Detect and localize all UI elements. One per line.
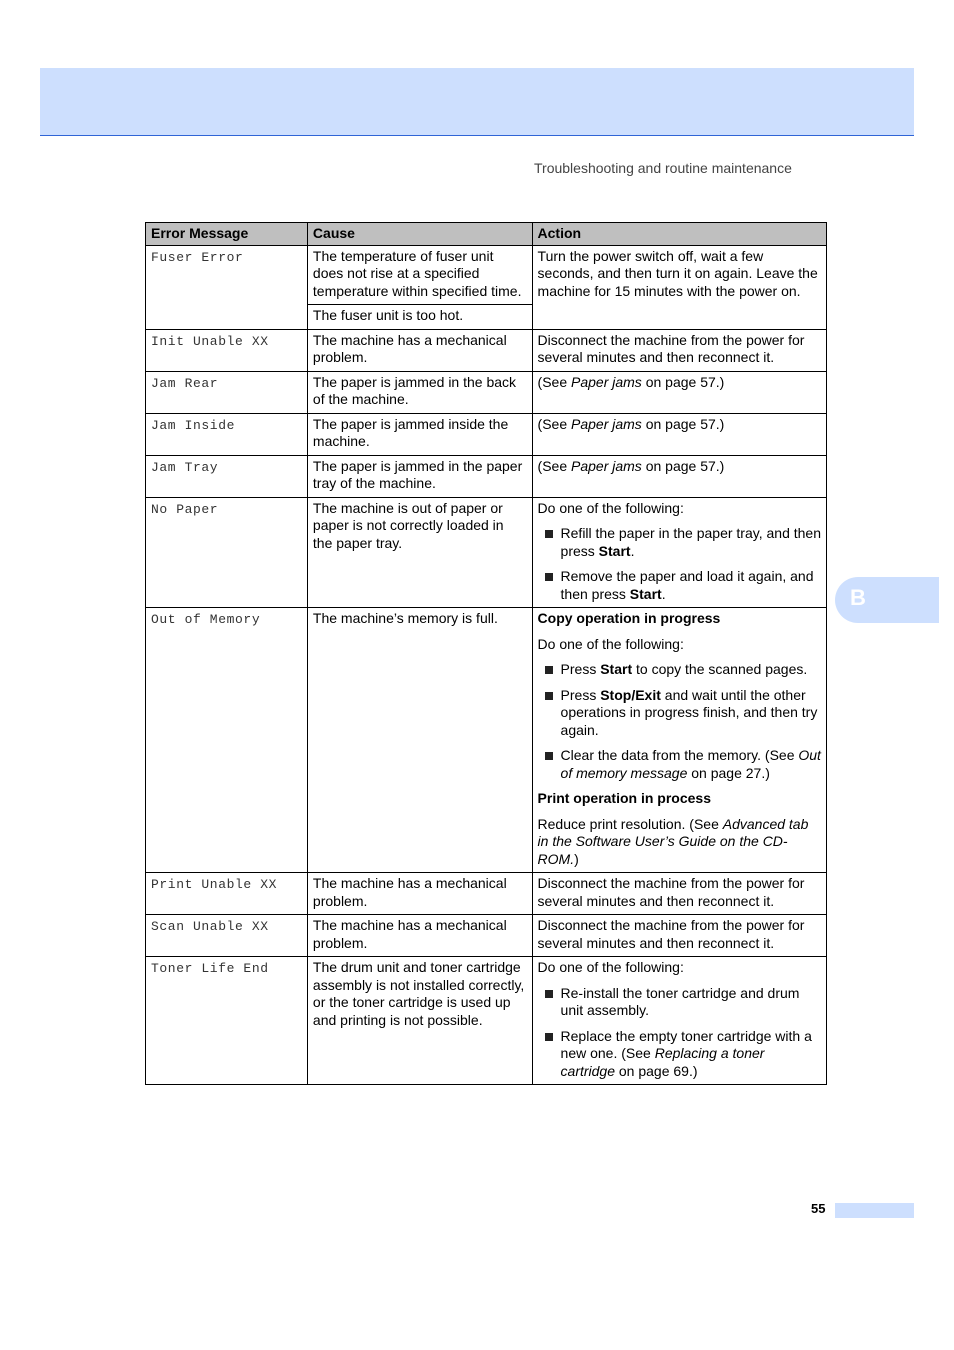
cross-reference-link[interactable]: Replacing a toner cartridge	[560, 1045, 765, 1079]
cause-cell: The paper is jammed in the paper tray of the machine.	[307, 455, 532, 497]
action-text: (See	[537, 415, 571, 432]
action-cell	[532, 957, 826, 1085]
error-message-cell	[146, 608, 308, 873]
error-code: Print Unable XX	[151, 877, 278, 892]
action-cell	[532, 413, 826, 455]
error-code: Scan Unable XX	[151, 919, 269, 934]
cross-reference-link[interactable]: Out of memory message	[560, 747, 821, 781]
action-cell: Disconnect the machine from the power for several minutes and then reconnect it.	[532, 915, 826, 957]
button-name: Stop/Exit	[600, 686, 661, 703]
action-intro: Do one of the following:	[537, 499, 684, 516]
print-action-text: Reduce print resolution. (See Advanced tab in the Software User’s Guide on the CD-ROM.)	[537, 815, 809, 867]
action-text: (See	[537, 457, 571, 474]
bullet-item: Remove the paper and load it again, and then press Start.	[538, 568, 821, 603]
bullet-item: Press Stop/Exit and wait until the other operations in progress finish, and then try again.	[538, 687, 821, 740]
error-code: Fuser Error	[151, 249, 244, 265]
action-text: on page 57.)	[641, 415, 725, 432]
cross-reference-link[interactable]: Paper jams	[571, 373, 642, 390]
cause-cell: The machine has a mechanical problem.	[307, 873, 532, 915]
action-text: (See	[537, 373, 571, 390]
error-message-cell	[146, 245, 308, 329]
error-message-table	[145, 222, 827, 1085]
square-bullet-icon	[545, 752, 553, 760]
button-name: Start	[598, 542, 631, 559]
page-number-bar	[835, 1203, 914, 1218]
print-operation-heading: Print operation in process	[537, 790, 712, 806]
cause-cell: The temperature of fuser unit does not rise at a specified temperature within specified time.	[307, 245, 532, 305]
square-bullet-icon	[545, 1033, 553, 1041]
bullet-item: Replace the empty toner cartridge with a new one. (See Replacing a toner cartridge on page 69.)	[538, 1028, 821, 1081]
action-cell	[532, 455, 826, 497]
button-name: Start	[629, 585, 662, 602]
square-bullet-icon	[545, 573, 553, 581]
bullet-item: Refill the paper in the paper tray, and then press Start.	[538, 525, 821, 560]
error-message-cell	[146, 329, 308, 371]
bullet-item: Clear the data from the memory. (See Out of memory message on page 27.)	[538, 747, 821, 782]
error-message-cell	[146, 497, 308, 608]
error-code: Out of Memory	[151, 612, 261, 627]
table-row	[146, 608, 827, 873]
square-bullet-icon	[545, 692, 553, 700]
action-cell: Turn the power switch off, wait a few seconds, and then turn it on again. Leave the machine for 15 minutes with the power on.	[532, 245, 826, 329]
cause-cell: The drum unit and toner cartridge assembly is not installed correctly, or the toner cartridge is used up and printing is not possible.	[307, 957, 532, 1085]
square-bullet-icon	[545, 530, 553, 538]
action-cell	[532, 608, 826, 873]
cause-cell: The machine’s memory is full.	[307, 608, 532, 873]
error-message-cell	[146, 413, 308, 455]
cause-cell: The paper is jammed in the back of the machine.	[307, 371, 532, 413]
action-cell	[532, 371, 826, 413]
action-cell	[532, 497, 826, 608]
square-bullet-icon	[545, 666, 553, 674]
error-code: Jam Tray	[151, 459, 219, 475]
action-intro: Do one of the following:	[537, 635, 684, 652]
cause-cell: The fuser unit is too hot.	[307, 305, 532, 330]
error-message-cell	[146, 455, 308, 497]
error-code: Toner Life End	[151, 961, 269, 976]
table-row	[146, 329, 827, 371]
table-row	[146, 957, 827, 1085]
error-message-cell	[146, 957, 308, 1085]
header-band	[40, 68, 914, 136]
page-number: 55	[811, 1201, 826, 1216]
action-cell: Disconnect the machine from the power for several minutes and then reconnect it.	[532, 329, 826, 371]
table-row	[146, 873, 827, 915]
error-code: Init Unable XX	[151, 333, 269, 349]
column-header-error-message: Error Message	[146, 223, 308, 246]
cause-cell: The paper is jammed inside the machine.	[307, 413, 532, 455]
bullet-item: Press Start to copy the scanned pages.	[538, 661, 821, 679]
table-row	[146, 915, 827, 957]
cause-cell: The machine has a mechanical problem.	[307, 329, 532, 371]
cause-cell: The machine has a mechanical problem.	[307, 915, 532, 957]
button-name: Start	[600, 661, 633, 677]
square-bullet-icon	[545, 990, 553, 998]
running-header: Troubleshooting and routine maintenance	[534, 160, 792, 176]
action-intro: Do one of the following:	[537, 959, 684, 975]
bullet-item: Re-install the toner cartridge and drum unit assembly.	[538, 985, 821, 1020]
error-message-cell	[146, 915, 308, 957]
error-code: No Paper	[151, 501, 219, 517]
error-code: Jam Rear	[151, 375, 219, 391]
table-row	[146, 371, 827, 413]
error-message-cell	[146, 371, 308, 413]
action-text: on page 57.)	[641, 457, 725, 474]
table-row	[146, 413, 827, 455]
copy-operation-heading: Copy operation in progress	[537, 610, 721, 626]
table-row	[146, 455, 827, 497]
action-cell: Disconnect the machine from the power for several minutes and then reconnect it.	[532, 873, 826, 915]
cross-reference-link[interactable]: Paper jams	[571, 415, 642, 432]
action-text: on page 57.)	[641, 373, 725, 390]
cause-cell: The machine is out of paper or paper is not correctly loaded in the paper tray.	[307, 497, 532, 608]
error-message-cell	[146, 873, 308, 915]
column-header-cause: Cause	[307, 223, 532, 246]
table-row	[146, 245, 827, 305]
table-header-row	[146, 223, 827, 246]
cross-reference-link[interactable]: Advanced tab in the Software User’s Guide on the CD-ROM.	[537, 815, 809, 867]
column-header-action: Action	[532, 223, 826, 246]
error-code: Jam Inside	[151, 417, 236, 433]
appendix-tab: B	[835, 577, 939, 623]
table-row	[146, 497, 827, 608]
cross-reference-link[interactable]: Paper jams	[571, 457, 642, 474]
